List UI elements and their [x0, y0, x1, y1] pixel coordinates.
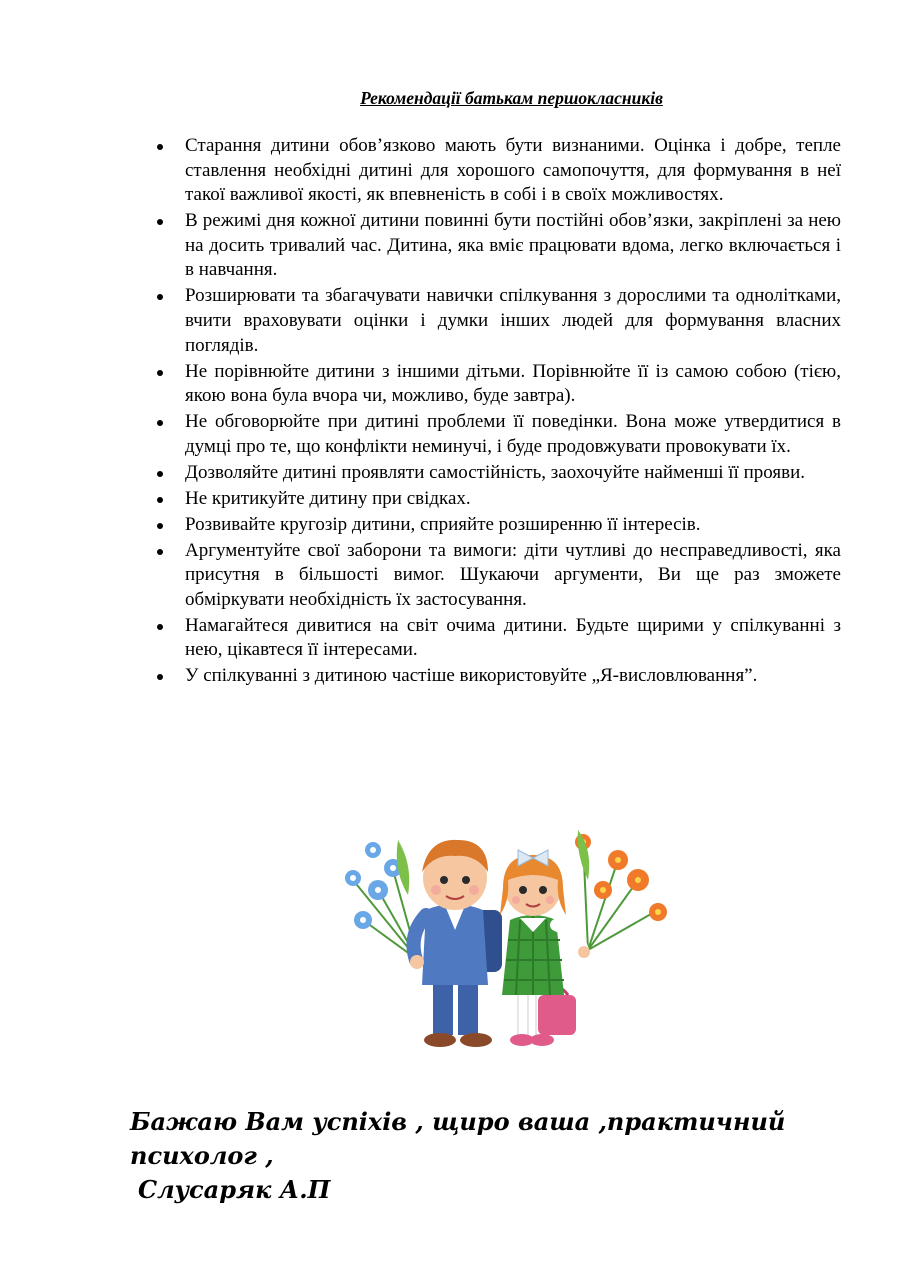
list-item: Дозволяйте дитині проявляти самостійність, заохочуйте найменші її прояви.: [155, 461, 841, 486]
signature-line: Бажаю Вам успіхів , щиро ваша ,практичний психолог ,: [130, 1107, 786, 1170]
list-item: Аргументуйте свої заборони та вимоги: діти чутливі до несправедливості, яка присутня в більшості вимог. Шукаючи аргументи, Ви ще раз зможете обміркувати необхідність їх застосування.: [155, 539, 841, 613]
signature: [130, 1105, 830, 1207]
recommendations-list: [155, 134, 841, 690]
list-item: Старання дитини обов’язково мають бути визнаними. Оцінка і добре, тепле ставлення необхідні дитині для хорошого самопочуття, для формування в неї такої важливої якості, як впевненість в собі і в своїх можливостях.: [155, 134, 841, 208]
schoolchildren-with-flowers-icon: [338, 810, 668, 1062]
list-item: Розширювати та збагачувати навички спілкування з дорослими та однолітками, вчити враховувати оцінки і думки інших людей для формування власних поглядів.: [155, 284, 841, 358]
list-item: В режимі дня кожної дитини повинні бути постійні обов’язки, закріплені за нею на досить тривалий час. Дитина, яка вміє працювати вдома, легко включається і в навчання.: [155, 209, 841, 283]
signature-name: Слусаряк А.П: [138, 1175, 331, 1204]
list-item: Не обговорюйте при дитині проблеми її поведінки. Вона може утвердитися в думці про те, що конфлікти неминучі, і буде продовжувати провокувати їх.: [155, 410, 841, 459]
page-title: Рекомендації батькам першокласників: [360, 88, 663, 108]
list-item: Намагайтеся дивитися на світ очима дитини. Будьте щирими у спілкуванні з нею, цікавтеся її інтересами.: [155, 614, 841, 663]
list-item: Не критикуйте дитину при свідках.: [155, 487, 841, 512]
list-item: У спілкуванні з дитиною частіше використовуйте „Я-висловлювання”.: [155, 664, 841, 689]
list-item: Розвивайте кругозір дитини, сприяйте розширенню її інтересів.: [155, 513, 841, 538]
list-item: Не порівнюйте дитини з іншими дітьми. Порівнюйте її із самою собою (тією, якою вона була вчора чи, можливо, буде завтра).: [155, 360, 841, 409]
